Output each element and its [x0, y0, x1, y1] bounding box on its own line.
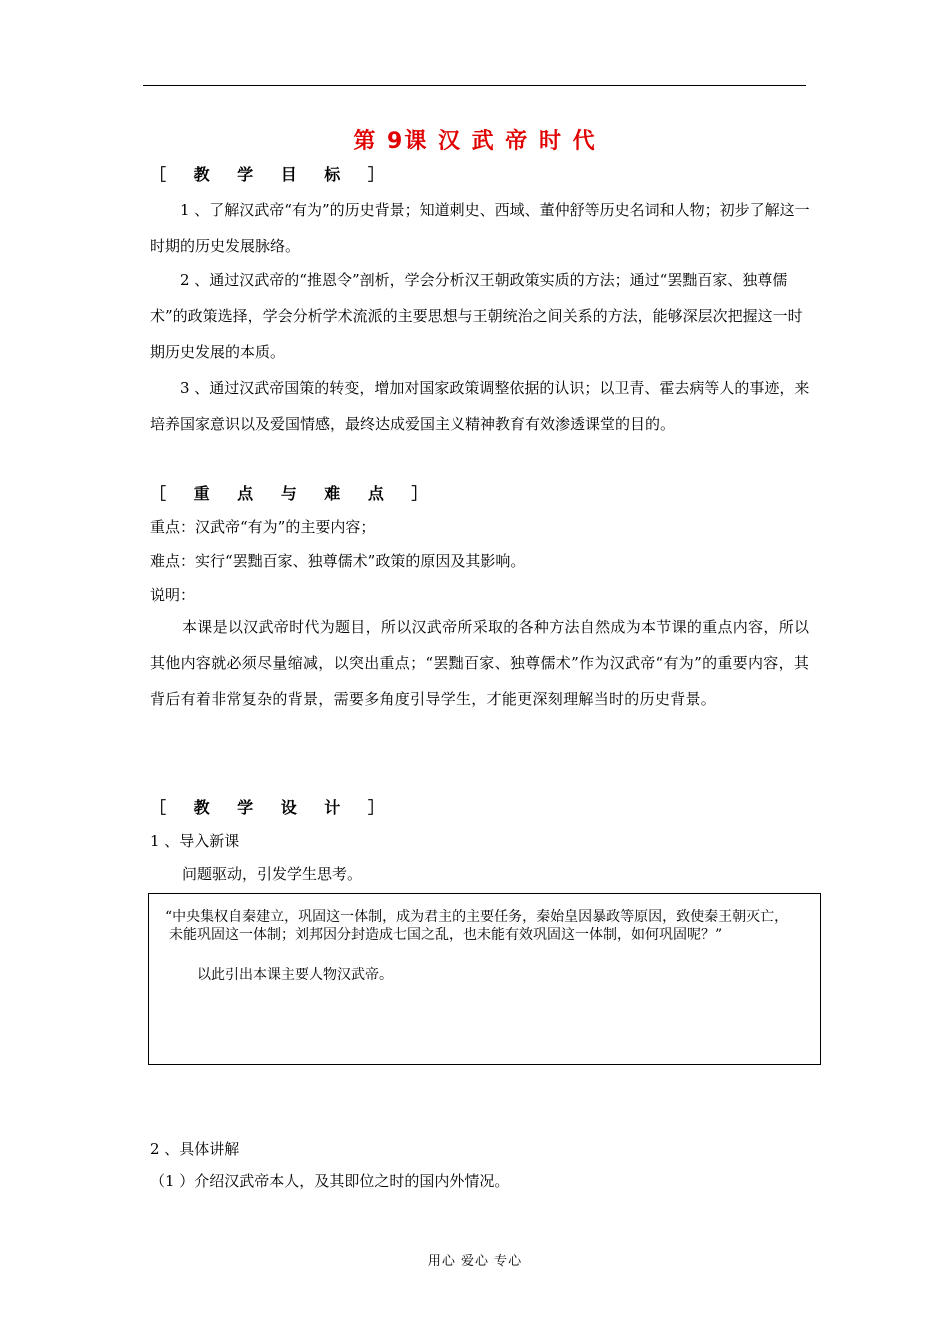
- objectives-heading: ［ 教 学 目 标 ］: [150, 165, 395, 184]
- difficulty-point: 难点：实行“罢黜百家、独尊儒术”政策的原因及其影响。: [150, 552, 526, 570]
- page-footer: 用心 爱心 专心: [427, 1254, 523, 1269]
- objective-item-2: 2 、通过汉武帝的“推恩令”剖析，学会分析汉王朝政策实质的方法；通过“罢黜百家、独尊儒术”的政策选择，学会分析学术流派的主要思想与王朝统治之间关系的方法，能够深层次把握这一时期历史发展的本质。: [150, 271, 803, 361]
- quote-text: “中央集权自秦建立，巩固这一体制，成为君主的主要任务，秦始皇因暴政等原因，致使秦王朝灭亡，未能巩固这一体制；刘邦因分封造成七国之乱，也未能有效巩固这一体制，如何巩固呢？”: [165, 909, 789, 943]
- note-paragraph: 本课是以汉武帝时代为题目，所以汉武帝所采取的各种方法自然成为本节课的重点内容，所以其他内容就必须尽量缩减，以突出重点；“罢黜百家、独尊儒术”作为汉武帝“有为”的重要内容，其背后有着非常复杂的背景，需要多角度引导学生，才能更深刻理解当时的历史背景。: [150, 618, 810, 708]
- header-rule: [143, 85, 806, 86]
- design-step-1-desc: 问题驱动，引发学生思考。: [182, 865, 363, 883]
- note-label: 说明：: [150, 586, 196, 604]
- objective-item-3: 3 、通过汉武帝国策的转变，增加对国家政策调整依据的认识；以卫青、霍去病等人的事迹，来培养国家意识以及爱国情感，最终达成爱国主义精神教育有效渗透课堂的目的。: [150, 379, 810, 433]
- design-step-2: 2 、具体讲解: [150, 1140, 240, 1158]
- design-step-1: 1 、导入新课: [150, 832, 240, 850]
- objective-item-1: 1 、了解汉武帝“有为”的历史背景；知道刺史、西域、董仲舒等历史名词和人物；初步了解这一时期的历史发展脉络。: [150, 201, 810, 255]
- keypoints-heading: ［ 重 点 与 难 点 ］: [150, 484, 439, 503]
- design-step-2-sub: （1 ）介绍汉武帝本人，及其即位之时的国内外情况。: [150, 1172, 510, 1190]
- key-point: 重点：汉武帝“有为”的主要内容；: [150, 518, 376, 536]
- design-heading: ［ 教 学 设 计 ］: [150, 798, 395, 817]
- quote-followup: 以此引出本课主要人物汉武帝。: [197, 967, 393, 983]
- lesson-title: 第 9课 汉 武 帝 时 代: [353, 129, 597, 154]
- quote-box: [148, 893, 821, 1065]
